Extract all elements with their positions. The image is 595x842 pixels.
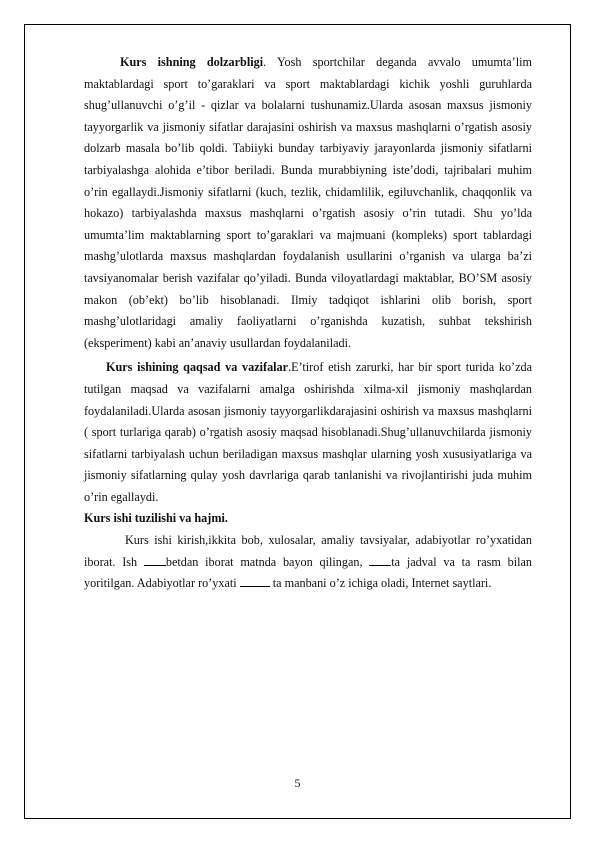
structure-text-d: ta manbani o’z ichiga oladi, Internet saytlari. — [269, 576, 492, 591]
paragraph-structure — [84, 530, 532, 595]
document-body — [84, 52, 532, 595]
relevance-heading: Kurs ishning dolzarbligi — [120, 55, 264, 69]
structure-text-c: ta jadval va ta rasm bilan yoritilgan. Adabiyotlar ro’yxati — [84, 554, 532, 591]
paragraph-relevance — [84, 52, 532, 354]
table-count-blank — [369, 553, 391, 566]
structure-heading: Kurs ishi tuzilishi va hajmi. — [84, 511, 228, 526]
source-count-blank — [240, 574, 270, 587]
relevance-text: . Yosh sportchilar deganda avvalo umumta’lim maktablardagi sport to’garaklari va sport maktablardagi kichik yoshli guruhlarda shug’ullanuvchi o’g’il - qizlar va bolalarni tushunamiz.Ularda asosan maxsus jismoniy tayyorgarlik va jismoniy sifatlar darajasini oshirish va maxsus mashqlarni o’rgatish asosiy dolzarb masala bo’lib qoldi. Tabiiyki bunday tarbiyaviy jarayonlarda jismoniy sifatlarni tarbiyalashga alohida e’tibor beriladi. Bunda murabbiyning iste’dodi, tajribalari muhim o’rin egallaydi.Jismoniy sifatlarni (kuch, tezlik, chidamlilik, egiluvchanlik, chaqqonlik va hokazo) tarbiyalashda maxsus mashqlarni o’rgatish asosiy o’rin tutadi. Shu yo’lda umumta’lim maktablarning sport to’garaklari va majmuani (kompleks) sport tablardagi mashg’ulotlarda maxsus mashqlardan foydalanish usullarini o’rganish va ularga ba’zi tavsiyanomalar berish vazifalar qo’yiladi. Bunda viloyatlardagi maktablar, BO’SM asosiy makon (ob’ekt) bo’lib hisoblanadi. Ilmiy tadqiqot ishlarini olib borish, sport mashg’ulotlaridagi amaliy faoliyatlarni o’rganishda kuzatish, suhbat tekshirish (eksperiment) kabi an’anaviy usullardan foydalaniladi. — [84, 55, 532, 350]
goals-text: .E’tirof etish zarurki, har bir sport turida ko’zda tutilgan maqsad va vazifalarni amalga oshirishda xilma-xil jismoniy mashqlardan foydalaniladi.Ularda asosan jismoniy tayyorgarlikdarajasini oshirish va maxsus mashqlarni ( sport turlariga qarab) o’rgatish asosiy maqsad hisoblanadi.Shug’ullanuvchilarda jismoniy sifatlarni tarbiyalash uchun beriladigan maxsus mashqlar ularning yosh xususiyatlariga va jismoniy sifatlarning qulay yosh davrlariga qarab tanlanishi va rivojlantirishi juda muhim o’rin egallaydi. — [84, 360, 533, 504]
goals-heading: Kurs ishining qaqsad va vazifalar — [106, 360, 289, 375]
structure-text-b: betdan iborat matnda bayon qilingan, — [165, 554, 370, 569]
page-count-blank — [144, 553, 166, 566]
paragraph-goals — [84, 357, 532, 508]
page-number: 5 — [294, 776, 301, 790]
structure-text-a: Kurs ishi kirish,ikkita bob, xulosalar, amaliy tavsiyalar, adabiyotlar ro’yxatidan iborat. Ish — [84, 533, 532, 569]
